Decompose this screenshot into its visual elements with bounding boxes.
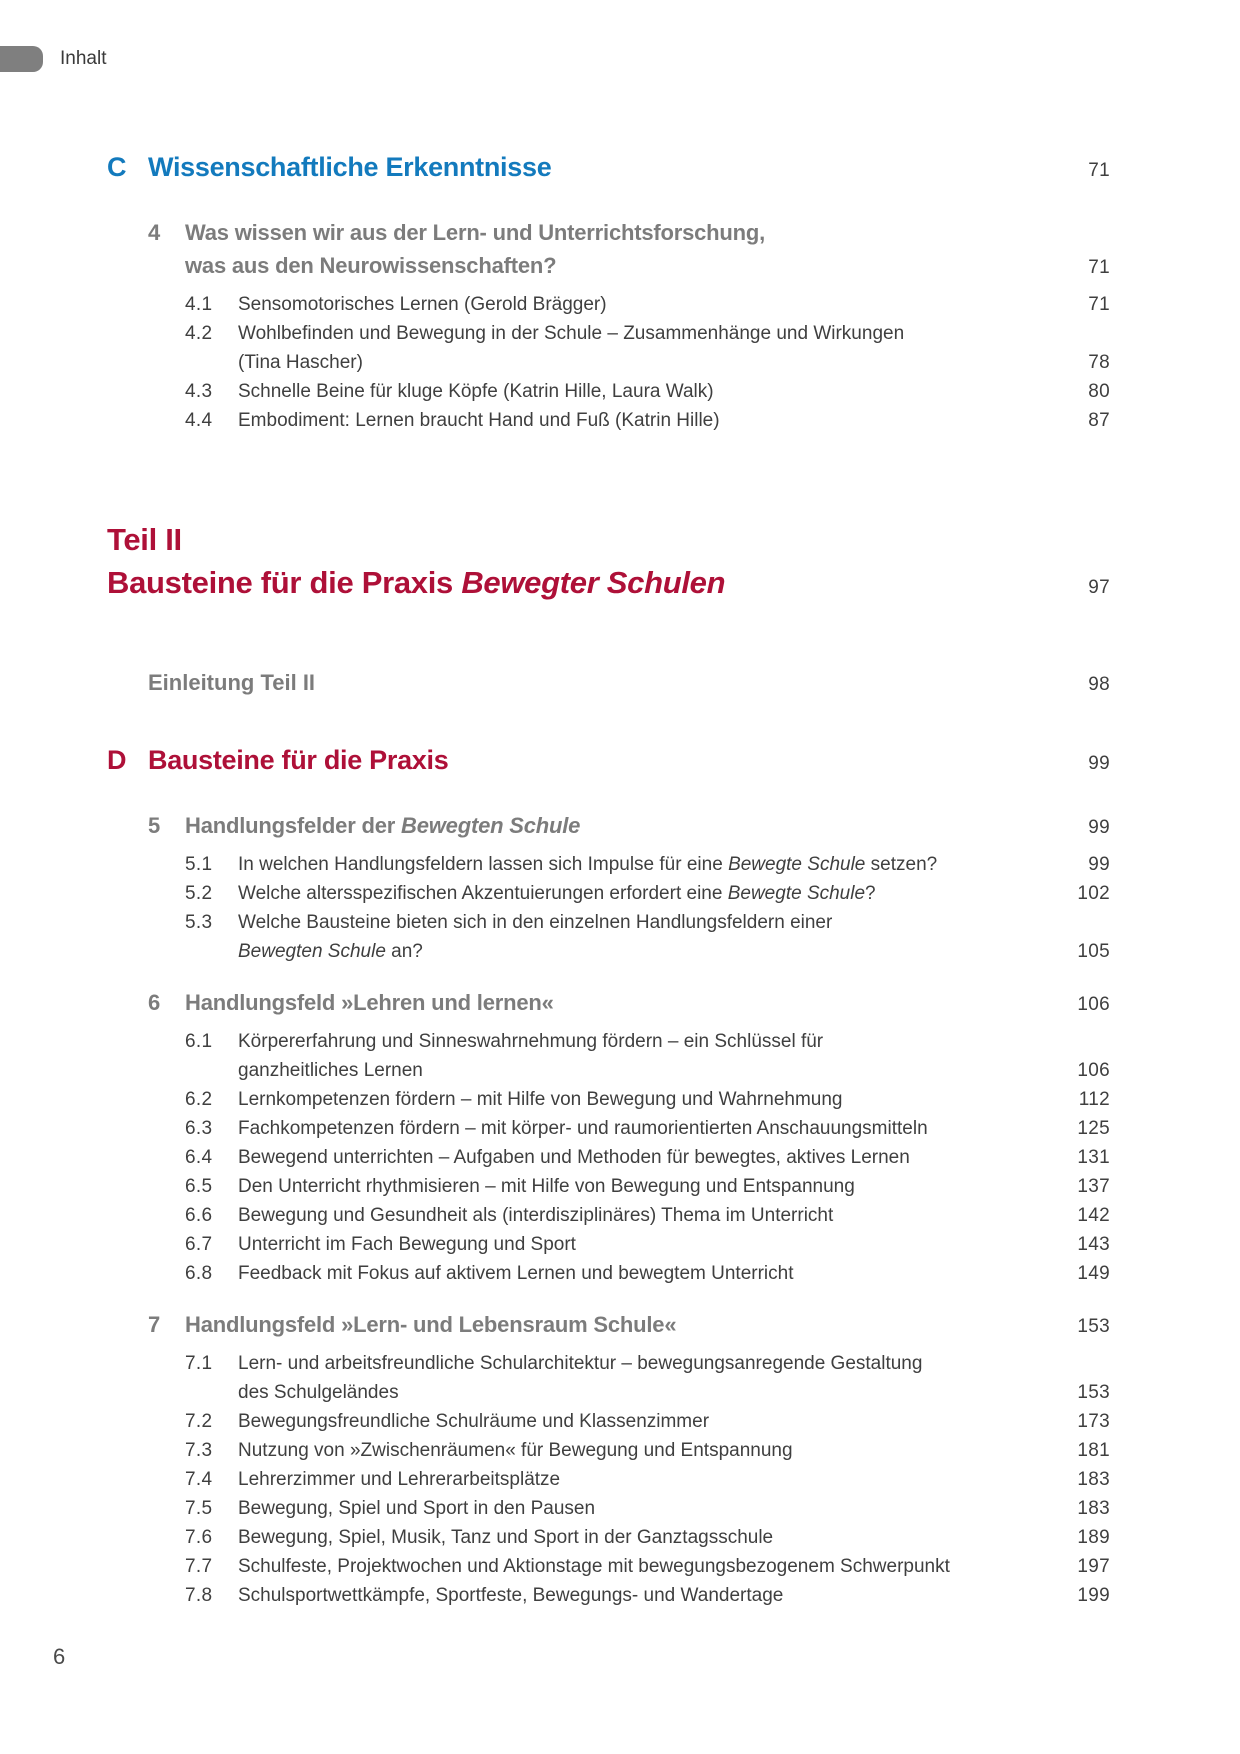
entry-number: 4.1: [185, 294, 213, 315]
toc-entry-7.2: [107, 1407, 1110, 1436]
entry-page-number: 97: [1088, 577, 1110, 598]
entry-title: Schulsportwettkämpfe, Sportfeste, Bewegungs- und Wandertage: [238, 1585, 784, 1606]
entry-title: Lehrerzimmer und Lehrerarbeitsplätze: [238, 1469, 561, 1490]
entry-page-number: 197: [1077, 1556, 1110, 1577]
entry-title: was aus den Neurowissenschaften?: [185, 253, 557, 278]
entry-page-number: 131: [1077, 1147, 1110, 1168]
entry-title: Bewegung, Spiel, Musik, Tanz und Sport in der Ganztagsschule: [238, 1527, 774, 1548]
entry-number: 7: [148, 1312, 161, 1337]
entry-number: 5.1: [185, 854, 213, 875]
entry-title: Handlungsfelder der Bewegten Schule: [185, 813, 581, 838]
entry-title: Sensomotorisches Lernen (Gerold Brägger): [238, 294, 607, 315]
entry-title: Bausteine für die Praxis Bewegter Schulen: [107, 565, 726, 600]
entry-title: Embodiment: Lernen braucht Hand und Fuß (Katrin Hille): [238, 410, 720, 431]
toc-entry-D: [107, 743, 1110, 781]
toc-entry-7.7: [107, 1552, 1110, 1581]
entry-number: 6: [148, 990, 161, 1015]
toc-entry-5.1: [107, 850, 1110, 879]
entry-page-number: 183: [1077, 1469, 1110, 1490]
entry-number: 6.8: [185, 1263, 213, 1284]
entry-page-number: 183: [1077, 1498, 1110, 1519]
entry-title: Körpererfahrung und Sinneswahrnehmung fördern – ein Schlüssel für: [238, 1031, 824, 1052]
toc-entry-7.6: [107, 1523, 1110, 1552]
entry-number: 7.4: [185, 1469, 213, 1490]
entry-number: 5.2: [185, 883, 213, 904]
entry-number: 4.2: [185, 323, 213, 344]
entry-page-number: 106: [1077, 994, 1110, 1015]
entry-number: 6.6: [185, 1205, 213, 1226]
entry-title: Feedback mit Fokus auf aktivem Lernen und bewegtem Unterricht: [238, 1263, 794, 1284]
toc-entry-7.4: [107, 1465, 1110, 1494]
entry-title: Lern- und arbeitsfreundliche Schularchitektur – bewegungsanregende Gestaltung: [238, 1353, 923, 1374]
entry-number: 6.7: [185, 1234, 213, 1255]
entry-page-number: 143: [1077, 1234, 1110, 1255]
entry-title: Schnelle Beine für kluge Köpfe (Katrin Hille, Laura Walk): [238, 381, 714, 402]
entry-title: Lernkompetenzen fördern – mit Hilfe von Bewegung und Wahrnehmung: [238, 1089, 843, 1110]
entry-title: In welchen Handlungsfeldern lassen sich Impulse für eine Bewegte Schule setzen?: [238, 854, 938, 875]
entry-number: 4: [148, 220, 161, 245]
entry-title: Wohlbefinden und Bewegung in der Schule – Zusammenhänge und Wirkungen: [238, 323, 905, 344]
entry-page-number: 142: [1077, 1205, 1110, 1226]
toc-entry-6.7: [107, 1230, 1110, 1259]
toc-entry-7: [107, 1308, 1110, 1343]
margin-thumb-tab: [0, 46, 43, 72]
toc-entry-5: [107, 809, 1110, 844]
entry-title: Schulfeste, Projektwochen und Aktionstage mit bewegungsbezogenem Schwerpunkt: [238, 1556, 950, 1577]
toc-entry-7.1: [107, 1349, 1110, 1407]
toc-entry-6.5: [107, 1172, 1110, 1201]
entry-page-number: 173: [1077, 1411, 1110, 1432]
toc-entry-intro: [107, 666, 1110, 701]
entry-page-number: 125: [1077, 1118, 1110, 1139]
entry-page-number: 106: [1077, 1060, 1110, 1081]
toc-entry-C: [107, 150, 1110, 188]
entry-page-number: 98: [1088, 674, 1110, 695]
entry-page-number: 99: [1088, 854, 1110, 875]
entry-title: Handlungsfeld »Lehren und lernen«: [185, 990, 554, 1015]
toc-entry-part-title: [107, 518, 1110, 609]
entry-number: 6.3: [185, 1118, 213, 1139]
entry-number: 6.4: [185, 1147, 213, 1168]
toc-entry-6.6: [107, 1201, 1110, 1230]
entry-page-number: 153: [1077, 1316, 1110, 1337]
toc-entry-4.4: [107, 406, 1110, 435]
entry-title: Den Unterricht rhythmisieren – mit Hilfe von Bewegung und Entspannung: [238, 1176, 855, 1197]
toc: [107, 150, 1110, 1610]
entry-title: ganzheitliches Lernen: [238, 1060, 423, 1081]
toc-entry-4: [107, 216, 1110, 284]
entry-title: Bewegung und Gesundheit als (interdisziplinäres) Thema im Unterricht: [238, 1205, 834, 1226]
toc-entry-4.1: [107, 290, 1110, 319]
entry-number: 5.3: [185, 912, 213, 933]
entry-title: Was wissen wir aus der Lern- und Unterrichtsforschung,: [185, 220, 766, 245]
toc-entry-6.8: [107, 1259, 1110, 1288]
entry-number: D: [107, 745, 127, 775]
entry-title: Bewegten Schule an?: [238, 941, 423, 962]
page-number-folio: 6: [53, 1644, 66, 1669]
entry-title: Handlungsfeld »Lern- und Lebensraum Schule«: [185, 1312, 677, 1337]
entry-page-number: 149: [1077, 1263, 1110, 1284]
entry-number: 6.5: [185, 1176, 213, 1197]
entry-number: 7.8: [185, 1585, 213, 1606]
entry-number: 6.1: [185, 1031, 213, 1052]
entry-page-number: 99: [1088, 817, 1110, 838]
toc-entry-7.5: [107, 1494, 1110, 1523]
entry-page-number: 71: [1088, 160, 1110, 181]
entry-page-number: 78: [1088, 352, 1110, 373]
entry-page-number: 71: [1088, 294, 1110, 315]
entry-page-number: 112: [1078, 1089, 1110, 1110]
running-header: Inhalt: [60, 48, 107, 69]
toc-entry-6.2: [107, 1085, 1110, 1114]
entry-page-number: 87: [1088, 410, 1110, 431]
entry-title: des Schulgeländes: [238, 1382, 399, 1403]
entry-page-number: 189: [1077, 1527, 1110, 1548]
entry-page-number: 99: [1088, 753, 1110, 774]
toc-entry-5.3: [107, 908, 1110, 966]
toc-entry-7.3: [107, 1436, 1110, 1465]
entry-title: Bewegung, Spiel und Sport in den Pausen: [238, 1498, 596, 1519]
entry-number: 7.3: [185, 1440, 213, 1461]
entry-number: 7.1: [185, 1353, 213, 1374]
toc-entry-7.8: [107, 1581, 1110, 1610]
entry-title: Bewegungsfreundliche Schulräume und Klassenzimmer: [238, 1411, 710, 1432]
toc-entry-6: [107, 986, 1110, 1021]
entry-number: 7.6: [185, 1527, 213, 1548]
entry-title: Welche Bausteine bieten sich in den einzelnen Handlungsfeldern einer: [238, 912, 833, 933]
toc-entry-5.2: [107, 879, 1110, 908]
entry-title: Bewegend unterrichten – Aufgaben und Methoden für bewegtes, aktives Lernen: [238, 1147, 910, 1168]
entry-title: Welche altersspezifischen Akzentuierungen erfordert eine Bewegte Schule?: [238, 883, 876, 904]
entry-number: 7.5: [185, 1498, 213, 1519]
entry-title: Teil II: [107, 522, 182, 557]
toc-entry-4.3: [107, 377, 1110, 406]
entry-title: Einleitung Teil II: [148, 670, 316, 695]
entry-title: Wissenschaftliche Erkenntnisse: [148, 152, 552, 182]
entry-page-number: 199: [1077, 1585, 1110, 1606]
entry-title: Fachkompetenzen fördern – mit körper- und raumorientierten Anschauungsmitteln: [238, 1118, 928, 1139]
entry-number: C: [107, 152, 127, 182]
entry-number: 7.2: [185, 1411, 213, 1432]
entry-title: Bausteine für die Praxis: [148, 745, 449, 775]
entry-title: Unterricht im Fach Bewegung und Sport: [238, 1234, 576, 1255]
entry-page-number: 71: [1088, 257, 1110, 278]
toc-entry-6.3: [107, 1114, 1110, 1143]
entry-page-number: 153: [1077, 1382, 1110, 1403]
entry-page-number: 80: [1088, 381, 1110, 402]
toc-entry-6.4: [107, 1143, 1110, 1172]
entry-title: (Tina Hascher): [238, 352, 363, 373]
entry-number: 4.3: [185, 381, 213, 402]
entry-page-number: 181: [1077, 1440, 1110, 1461]
entry-page-number: 137: [1077, 1176, 1110, 1197]
entry-number: 5: [148, 813, 161, 838]
entry-title: Nutzung von »Zwischenräumen« für Bewegung und Entspannung: [238, 1440, 793, 1461]
entry-number: 6.2: [185, 1089, 213, 1110]
entry-number: 7.7: [185, 1556, 213, 1577]
toc-entry-4.2: [107, 319, 1110, 377]
toc-entry-6.1: [107, 1027, 1110, 1085]
entry-page-number: 102: [1077, 883, 1110, 904]
entry-page-number: 105: [1077, 941, 1110, 962]
entry-number: 4.4: [185, 410, 213, 431]
